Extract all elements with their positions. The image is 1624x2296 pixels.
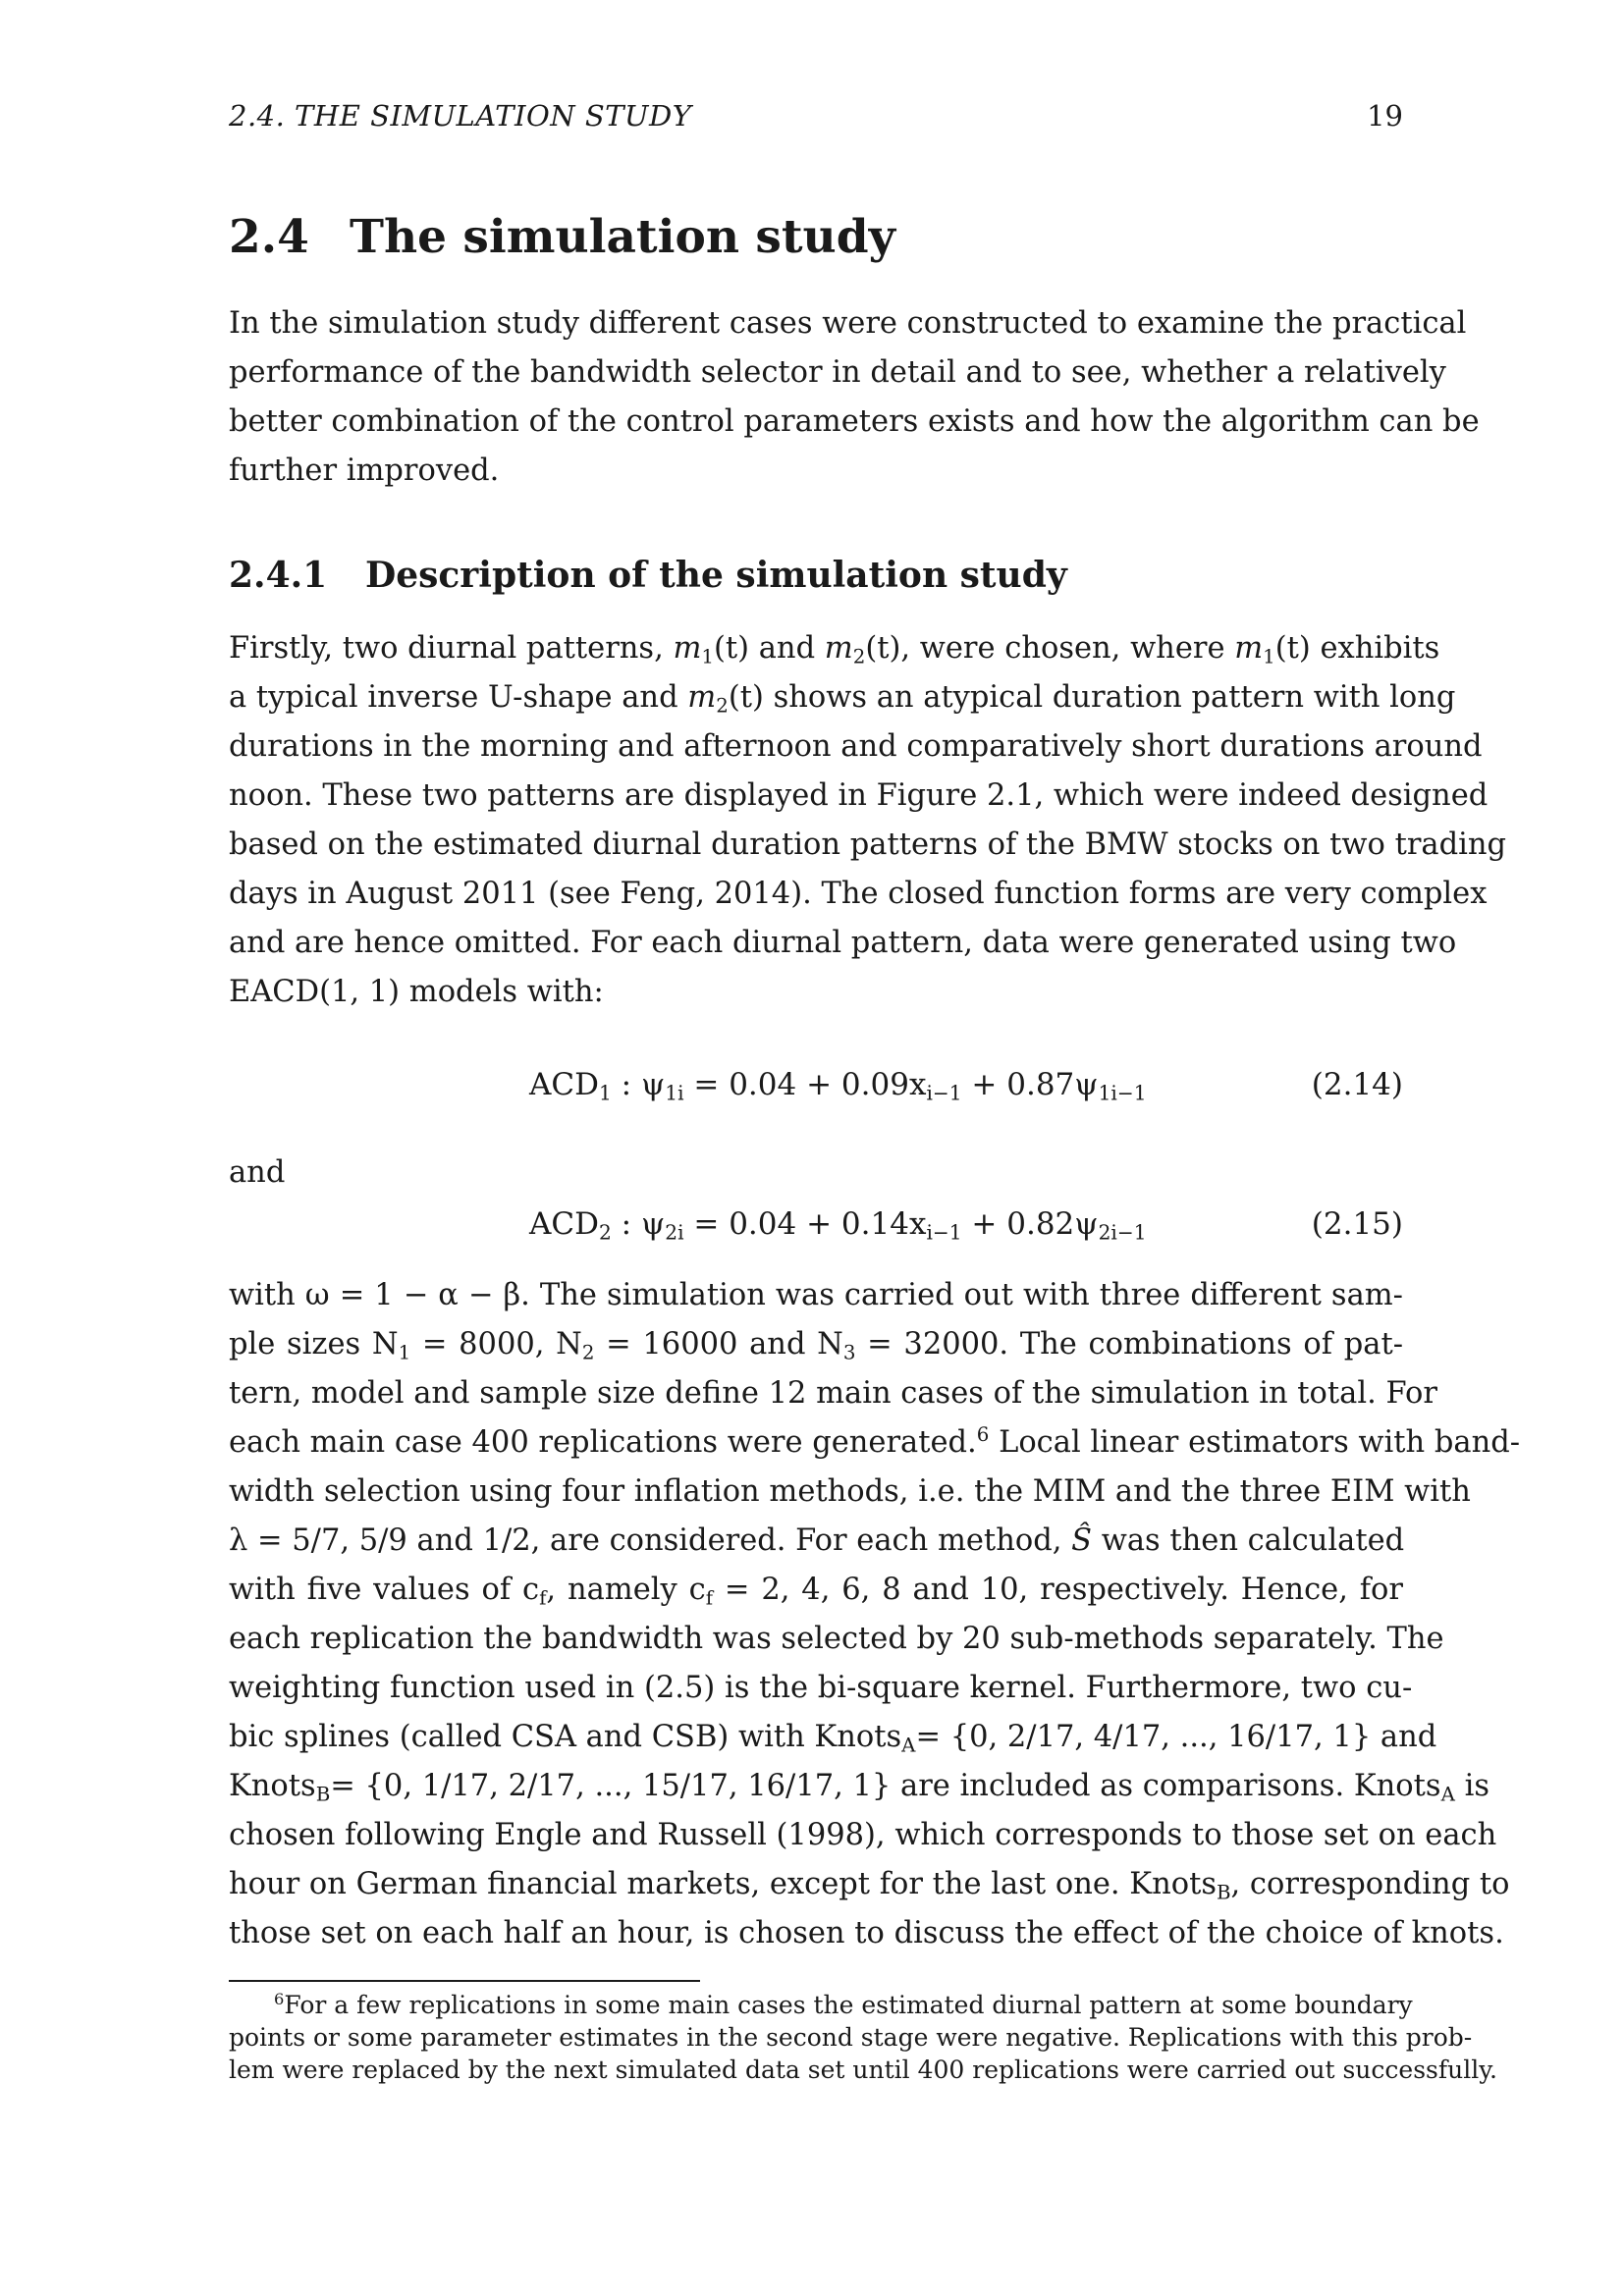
text-line: days in August 2011 (see Feng, 2014). The closed function forms are very complex <box>229 877 1488 911</box>
text-line: Knots$_B$= {0, 1/17, 2/17, ..., 15/17, 16/17, 1} are included as comparisons. Knots$_A$ is <box>229 1769 1489 1806</box>
text-line: based on the estimated diurnal duration patterns of the BMW stocks on two trading <box>229 828 1507 862</box>
equation-number: (2.15) <box>1311 1206 1403 1242</box>
text-line: hour on German financial markets, except for the last one. Knots$_B$, corresponding to <box>229 1867 1510 1904</box>
text-line: ple sizes $N_1 = 8000$, $N_2 = 16000$ and $N_3 = 32000$. The combinations of pat- <box>229 1327 1404 1364</box>
section-heading <box>229 208 895 267</box>
text-line: EACD(1, 1) models with: <box>229 975 604 1009</box>
text-line: each replication the bandwidth was selected by 20 sub-methods separately. The <box>229 1622 1444 1656</box>
footnote-ref: 6 <box>976 1423 990 1447</box>
page-number: 19 <box>1367 99 1403 133</box>
paragraph-simulation <box>229 1271 1521 1958</box>
subsection-number: 2.4.1 <box>229 555 328 596</box>
text-line: durations in the morning and afternoon and comparatively short durations around <box>229 729 1483 764</box>
text-line: Firstly, two diurnal patterns, $m_1(t)$ and $m_2(t)$, were chosen, where $m_1(t)$ exhibits <box>229 631 1440 668</box>
equation-2-15 <box>229 1200 1403 1249</box>
intro-paragraph <box>229 299 1480 496</box>
footnote-line: points or some parameter estimates in the second stage were negative. Replications with this prob- <box>229 2023 1473 2052</box>
equation-2-14 <box>229 1060 1403 1109</box>
intro-line: performance of the bandwidth selector in detail and to see, whether a relatively <box>229 355 1446 390</box>
text-line: those set on each half an hour, is chosen to discuss the effect of the choice of knots. <box>229 1916 1504 1950</box>
footnote <box>229 1989 1497 2086</box>
section-number: 2.4 <box>229 210 309 264</box>
text-line: width selection using four inflation methods, i.e. the MIM and the three EIM with <box>229 1474 1471 1509</box>
subsection-title: Description of the simulation study <box>365 555 1067 596</box>
equation-body: $ACD_2$ : $\psi_{2i} = 0.04 + 0.14x_{i-1} + 0.82\psi_{2i-1}$ <box>529 1206 1147 1245</box>
running-head <box>229 96 1403 135</box>
text-line: with ω = 1 − α − β. The simulation was carried out with three different sam- <box>229 1278 1403 1312</box>
section-title: The simulation study <box>350 210 895 264</box>
intro-line: better combination of the control parameters exists and how the algorithm can be <box>229 404 1480 439</box>
footnote-rule <box>229 1980 700 1982</box>
text-line: chosen following Engle and Russell (1998), which corresponds to those set on each <box>229 1818 1497 1852</box>
footnote-mark: 6 <box>274 1990 285 2009</box>
text-line: λ = 5/7, 5/9 and 1/2, are considered. For each method, Ŝ was then calculated <box>229 1523 1405 1558</box>
equation-number: (2.14) <box>1311 1067 1403 1102</box>
text-line: tern, model and sample size define 12 main cases of the simulation in total. For <box>229 1376 1437 1411</box>
text-line: weighting function used in (2.5) is the bi-square kernel. Furthermore, two cu- <box>229 1671 1413 1705</box>
subsection-heading <box>229 552 1067 599</box>
text-line: each main case 400 replications were generated.$^6$ Local linear estimators with band- <box>229 1423 1521 1460</box>
intro-line: further improved. <box>229 454 500 488</box>
connector-text: and <box>229 1155 286 1190</box>
equation-body: $ACD_1$ : $\psi_{1i} = 0.04 + 0.09x_{i-1} + 0.87\psi_{1i-1}$ <box>529 1067 1147 1105</box>
text-line: with five values of $c_f$, namely $c_f = 2$, 4, 6, 8 and 10, respectively. Hence, for <box>229 1573 1403 1610</box>
paragraph-patterns <box>229 624 1507 1017</box>
footnote-line: $^6$For a few replications in some main cases the estimated diurnal pattern at some boundary <box>274 1990 1413 2019</box>
intro-line: In the simulation study different cases were constructed to examine the practical <box>229 306 1467 341</box>
text-line: bic splines (called CSA and CSB) with Knots$_A$= {0, 2/17, 4/17, ..., 16/17, 1} and <box>229 1720 1437 1757</box>
running-title: 2.4. THE SIMULATION STUDY <box>229 99 692 133</box>
text-line: and are hence omitted. For each diurnal pattern, data were generated using two <box>229 926 1457 960</box>
text-line: a typical inverse U-shape and $m_2(t)$ shows an atypical duration pattern with long <box>229 680 1456 718</box>
text-line: noon. These two patterns are displayed in Figure 2.1, which were indeed designed <box>229 778 1489 813</box>
footnote-line: lem were replaced by the next simulated data set until 400 replications were carried out successfully. <box>229 2056 1497 2084</box>
